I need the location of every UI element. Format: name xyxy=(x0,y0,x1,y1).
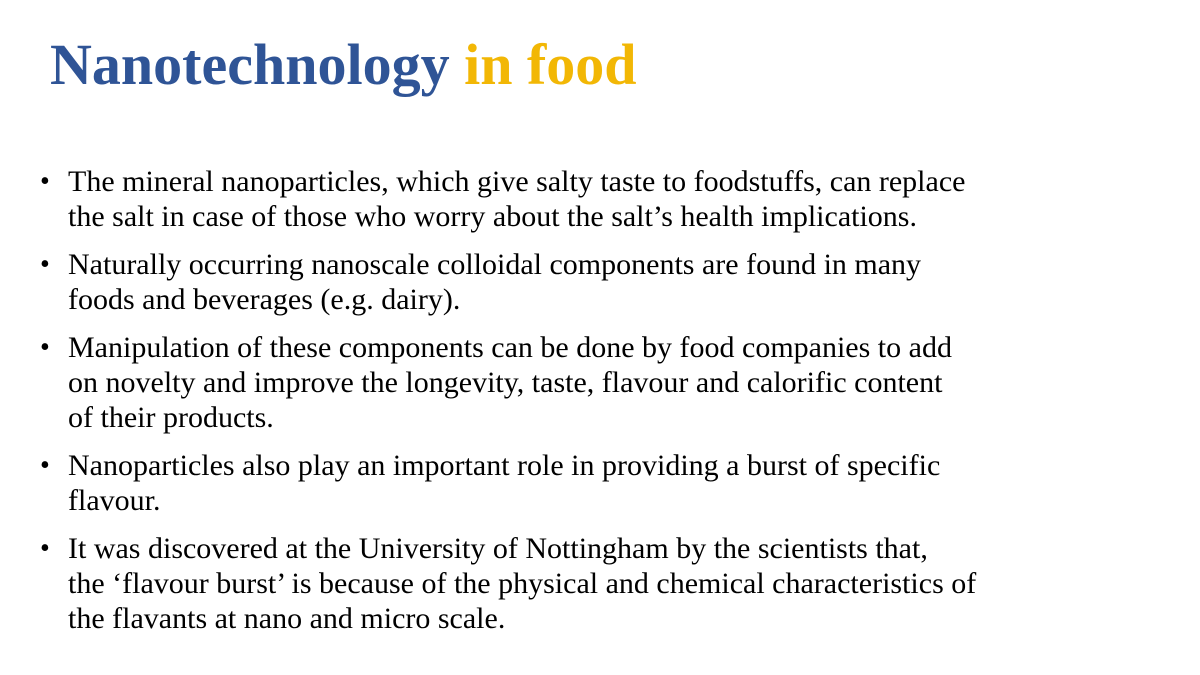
title-primary-text: Nanotechnology xyxy=(50,32,450,97)
bullet-text: Nanoparticles also play an important role in providing a burst of specific flavour. xyxy=(68,449,941,517)
bullet-item xyxy=(34,330,1184,435)
slide-title xyxy=(50,30,637,100)
bullet-text: Manipulation of these components can be done by food companies to add on novelty and improve the longevity, taste, flavour and calorific content of their products. xyxy=(68,331,952,434)
bullet-icon: • xyxy=(40,332,50,363)
bullet-text: It was discovered at the University of Nottingham by the scientists that, the ‘flavour burst’ is because of the physical and chemical characteristics of the flavants at nano and micro scale. xyxy=(68,532,977,635)
bullet-icon: • xyxy=(40,450,50,481)
title-accent-text: in food xyxy=(464,32,637,97)
bullet-item xyxy=(34,164,1184,234)
bullet-icon: • xyxy=(40,166,50,197)
bullet-item xyxy=(34,448,1184,518)
bullet-text: Naturally occurring nanoscale colloidal components are found in many foods and beverages (e.g. dairy). xyxy=(68,248,922,316)
bullet-icon: • xyxy=(40,249,50,280)
bullet-text: The mineral nanoparticles, which give salty taste to foodstuffs, can replace the salt in case of those who worry about the salt’s health implications. xyxy=(68,165,966,233)
bullet-item xyxy=(34,247,1184,317)
bullet-list xyxy=(34,164,1184,649)
bullet-icon: • xyxy=(40,533,50,564)
bullet-item xyxy=(34,531,1184,636)
